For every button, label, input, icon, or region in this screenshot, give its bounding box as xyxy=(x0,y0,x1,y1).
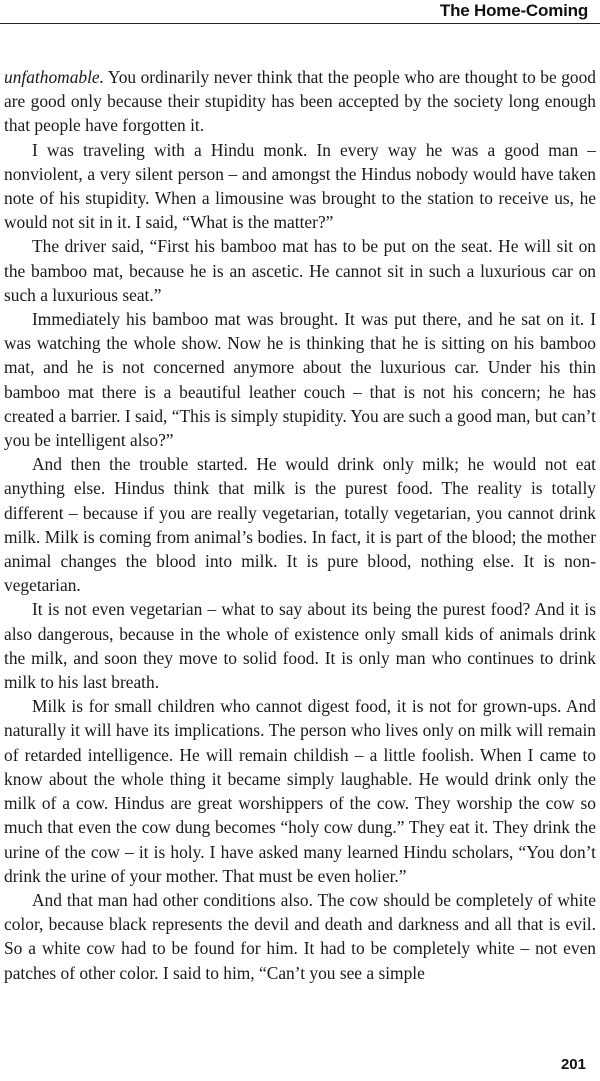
body-text xyxy=(4,65,596,985)
paragraph: And that man had other conditions also. The cow should be completely of white color, because black represents the devil and death and darkness and all that is evil. So a white cow had to be found for him. It had to be completely white – not even patches of other color. I said to him, “Can’t you see a simple xyxy=(4,889,596,983)
paragraph: The driver said, “First his bamboo mat has to be put on the seat. He will sit on the bamboo mat, because he is an ascetic. He cannot sit in such a luxurious car on such a luxurious seat.” xyxy=(4,236,596,305)
paragraph-continued xyxy=(4,65,596,138)
paragraph: Milk is for small children who cannot digest food, it is not for grown-ups. And naturally it will have its implications. The person who lives only on milk will remain of retarded intelligence. He will remain childish – a little foolish. When I came to know about the whole thing it became simply laughable. He would drink only the milk of a cow. Hindus are great worshippers of the cow. They worship the cow so much that even the cow dung becomes “holy cow dung.” They eat it. They drink the urine of the cow – it is holy. I have asked many learned Hindu scholars, “You don’t drink the urine of your mother. That must be even holier.” xyxy=(4,696,596,886)
lead-italic-word: unfathomable. xyxy=(4,67,104,87)
paragraph: I was traveling with a Hindu monk. In every way he was a good man – nonviolent, a very silent person – and amongst the Hindus nobody would have taken note of his stupidity. When a limousine was brought to the station to receive us, he would not sit in it. I said, “What is the matter?” xyxy=(4,139,596,233)
header-rule xyxy=(0,23,600,24)
lead-text: You ordinarily never think that the people who are thought to be good are good only because their stupidity has been accepted by the society long enough that people have forgotten it. xyxy=(4,67,596,136)
paragraph: It is not even vegetarian – what to say about its being the purest food? And it is also dangerous, because in the whole of existence only small kids of animals drink the milk, and soon they move to solid food. It is only man who continues to drink milk to his last breath. xyxy=(4,599,596,693)
running-head: The Home-Coming xyxy=(439,1,588,20)
page-header xyxy=(0,0,600,30)
paragraph: And then the trouble started. He would drink only milk; he would not eat anything else. Hindus think that milk is the purest food. The reality is totally different – because if you are really vegetarian, totally vegetarian, you cannot drink milk. Milk is coming from animal’s bodies. In fact, it is part of the blood; the mother animal changes the blood into milk. It is pure blood, nothing else. It is non-vegetarian. xyxy=(4,454,596,596)
paragraph: Immediately his bamboo mat was brought. It was put there, and he sat on it. I was watching the whole show. Now he is thinking that he is sitting on his bamboo mat, and he is not concerned anymore about the luxurious car. Under his thin bamboo mat there is a beautiful leather couch – that is not his concern; he has created a barrier. I said, “This is simply stupidity. You are such a good man, but can’t you be intelligent also?” xyxy=(4,309,596,451)
page-number: 201 xyxy=(560,1056,586,1073)
